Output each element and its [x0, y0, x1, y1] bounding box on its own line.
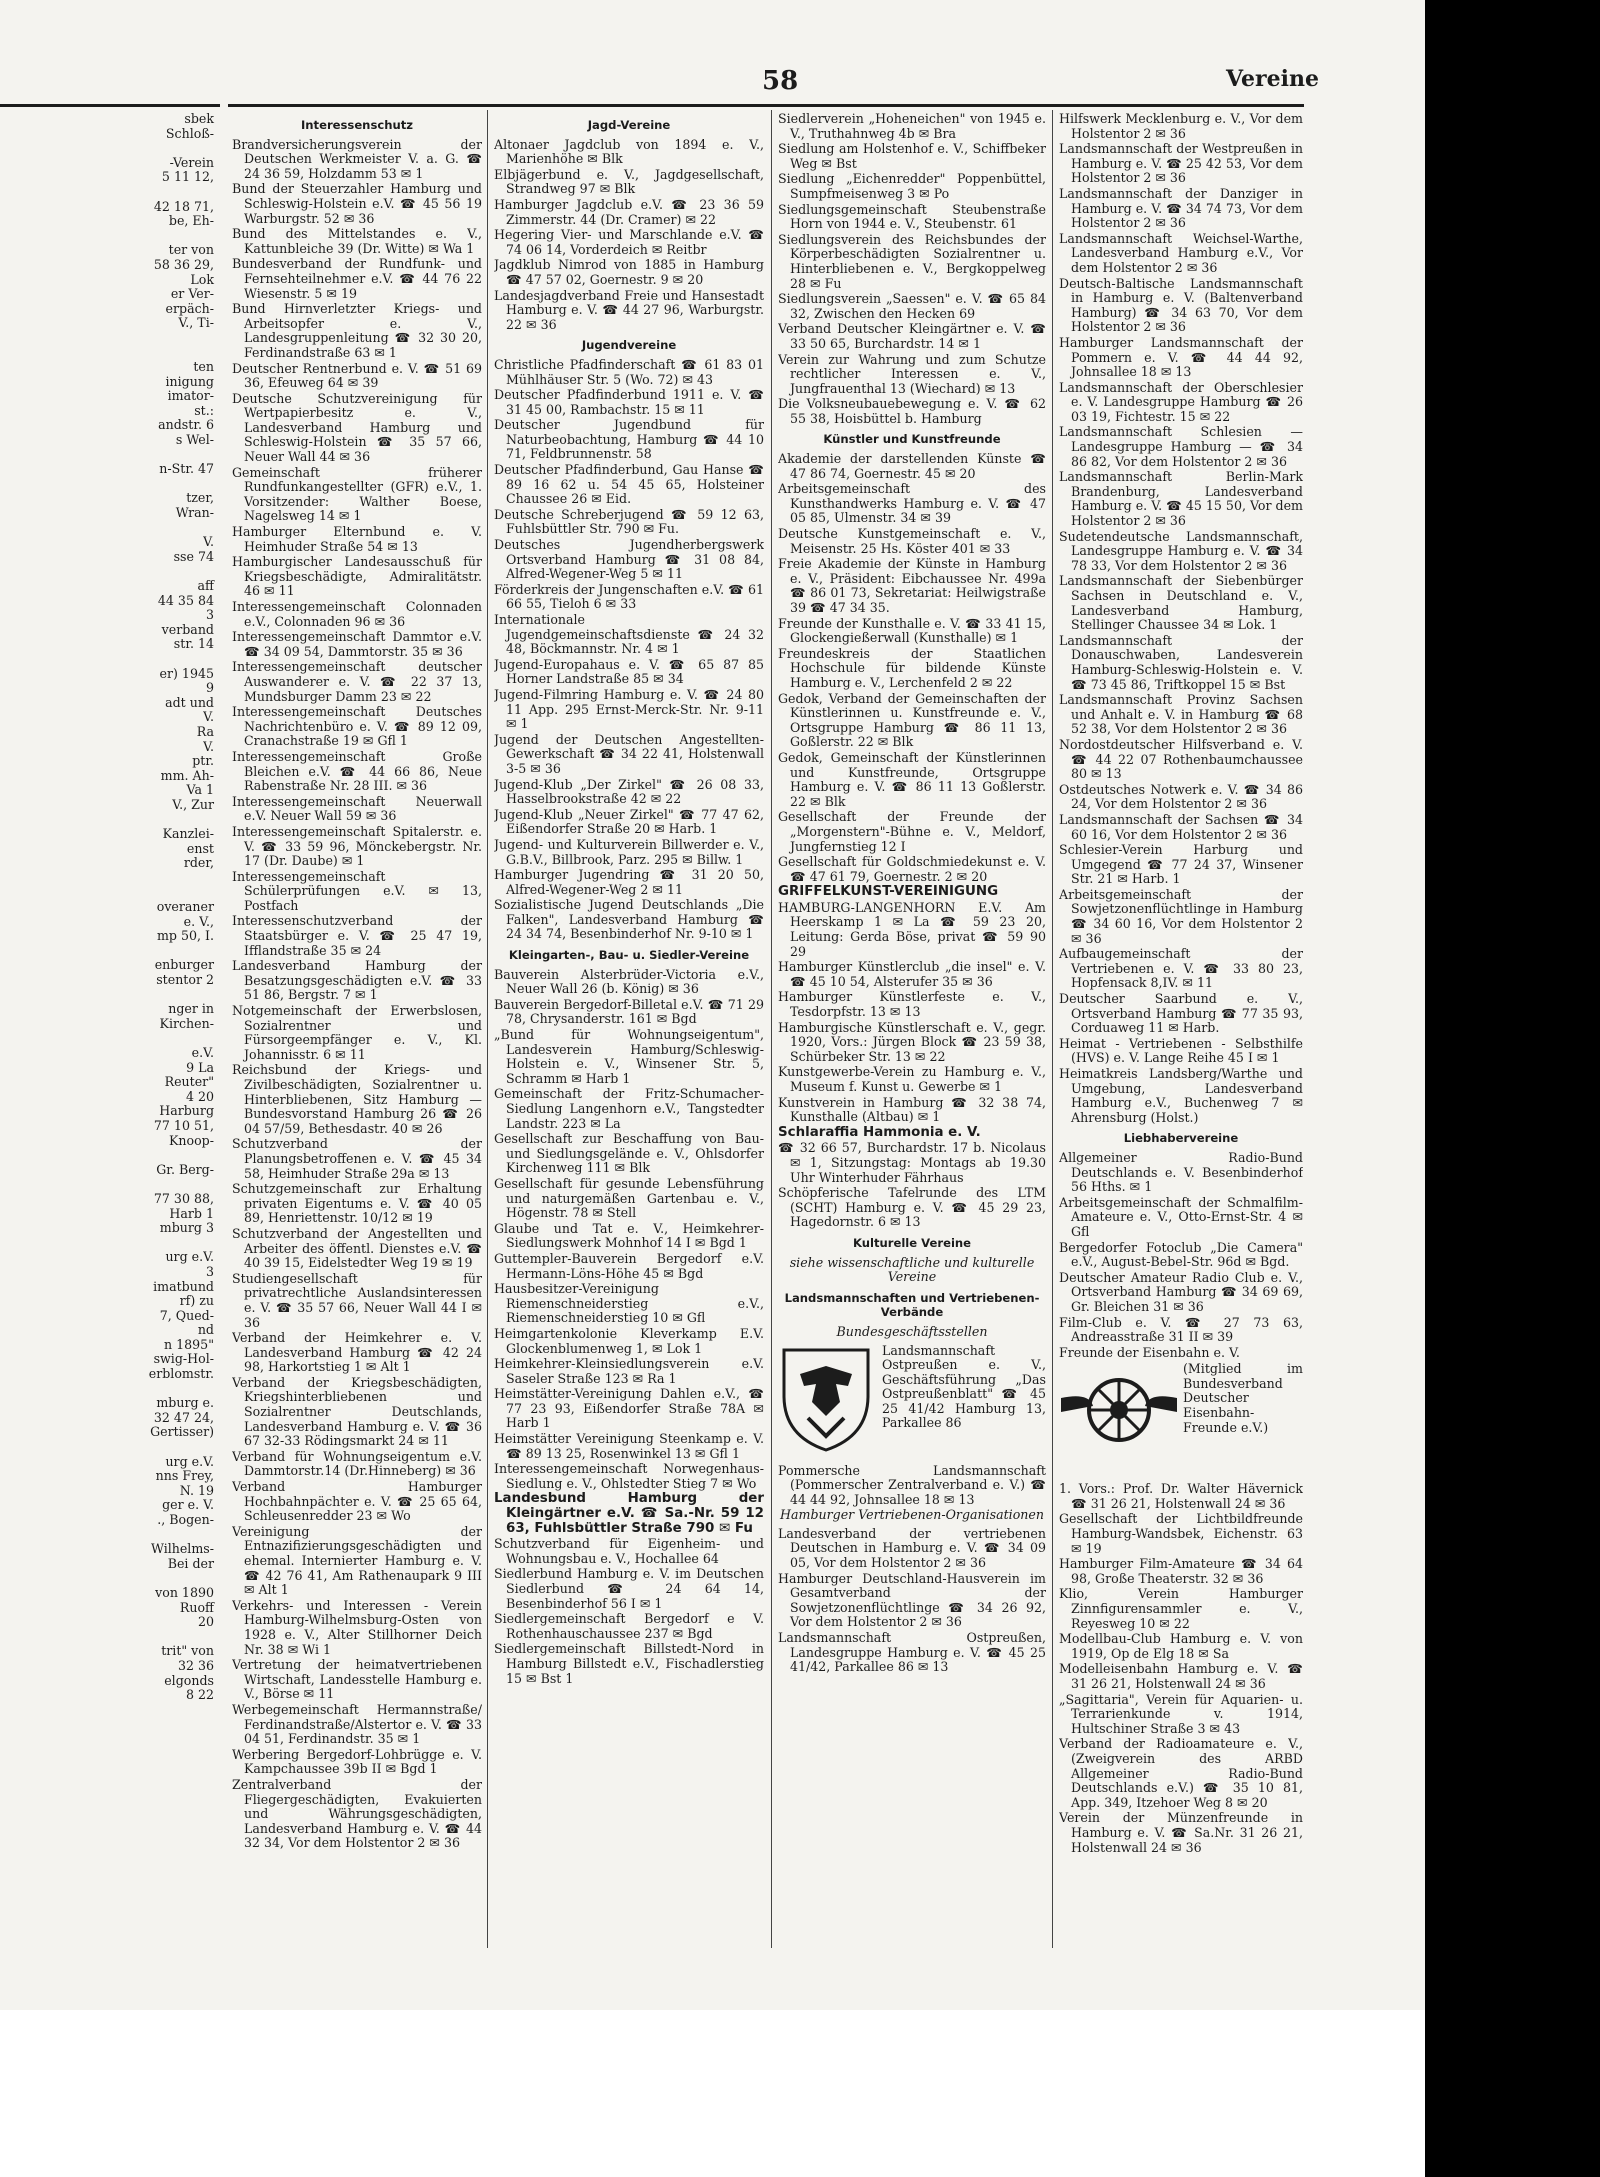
fragment-line: be, Eh-: [168, 213, 214, 229]
directory-entry: Deutsche Schreberjugend ☎ 59 12 63, Fuhlsbüttler Str. 790 ✉ Fu.: [494, 506, 764, 537]
directory-entry: Heimkehrer-Kleinsiedlungsverein e.V. Saseler Straße 123 ✉ Ra 1: [494, 1356, 764, 1386]
directory-entry: Landesverband Hamburg der Besatzungsgeschädigten e.V. ☎ 33 51 86, Bergstr. 7 ✉ 1: [232, 958, 482, 1003]
fragment-line: sse 74: [173, 548, 214, 564]
fragment-line: Bei der: [167, 1555, 214, 1571]
directory-entry: Deutsch-Baltische Landsmannschaft in Hamburg e. V. (Baltenverband Hamburg) ☎ 34 63 70, Vor dem Holstentor 2 ✉ 36: [1059, 275, 1303, 335]
fragment-line: [0, 229, 218, 244]
directory-entry: Siedlergemeinschaft Billstedt-Nord in Hamburg Billstedt e.V., Fischadlerstieg 15 ✉ Bst 1: [494, 1641, 764, 1686]
directory-entry: Landesbund Hamburg der Kleingärtner e.V. ☎ Sa.-Nr. 59 12 63, Fuhlsbüttler Straße 790 ✉ Fu: [494, 1491, 764, 1536]
directory-entry: Landesjagdverband Freie und Hansestadt Hamburg e. V. ☎ 44 27 96, Warburgstr. 22 ✉ 36: [494, 287, 764, 332]
fragment-line: inigung: [165, 373, 214, 389]
directory-entry: Hegering Vier- und Marschlande e.V. ☎ 74 06 14, Vorderdeich ✉ Reitbr: [494, 227, 764, 257]
directory-entry: Allgemeiner Radio-Bund Deutschlands e. V. Besenbinderhof 56 Hths. ✉ 1: [1059, 1149, 1303, 1195]
directory-entry: Glaube und Tat e. V., Heimkehrer-Siedlungswerk Mohnhof 14 I ✉ Bgd 1: [494, 1220, 764, 1251]
directory-entry: Verband der Kriegsbeschädigten, Kriegshinterbliebenen und Sozialrentner Deutschlands, Landesverband Hamburg e. V. ☎ 36 67 32-33 Rödingsmarkt 24 ✉ 11: [232, 1374, 482, 1449]
column-4: [1059, 112, 1303, 1982]
directory-entry: Bund des Mittelstandes e. V., Kattunbleiche 39 (Dr. Witte) ✉ Wa 1: [232, 226, 482, 256]
fragment-line: [0, 346, 218, 361]
fragment-line: nd: [197, 1322, 214, 1338]
directory-entry: Die Volksneubauebewegung e. V. ☎ 62 55 38, Hoisbüttel b. Hamburg: [778, 396, 1046, 426]
fragment-line: urg e.V.: [165, 1453, 214, 1469]
directory-entry: Schutzverband der Planungsbetroffenen e. V. ☎ 45 34 58, Heimhuder Straße 29a ✉ 13: [232, 1136, 482, 1181]
fragment-line: erblomstr.: [148, 1366, 214, 1382]
directory-entry: Landsmannschaft der Oberschlesier e. V. Landesgruppe Hamburg ☎ 26 03 19, Fichtestr. 15 ✉ 22: [1059, 379, 1303, 424]
section-heading: Liebhabervereine: [1123, 1131, 1239, 1146]
fragment-line: ten: [193, 359, 214, 375]
directory-entry: Landesverband der vertriebenen Deutschen in Hamburg e. V. ☎ 34 09 05, Vor dem Holstentor 2 ✉ 36: [778, 1525, 1046, 1571]
directory-entry: Deutscher Rentnerbund e. V. ☎ 51 69 36, Efeuweg 64 ✉ 39: [232, 360, 482, 391]
fragment-line: Kirchen-: [159, 1015, 214, 1031]
directory-entry: Verband Hamburger Hochbahnpächter e. V. ☎ 25 65 64, Schleusenredder 23 ✉ Wo: [232, 1479, 482, 1524]
fragment-line: Harb 1: [169, 1205, 214, 1221]
directory-entry: Hamburger Jagdclub e.V. ☎ 23 36 59 Zimmerstr. 44 (Dr. Cramer) ✉ 22: [494, 196, 764, 227]
fragment-line: Kanzlei-: [162, 826, 214, 842]
fragment-line: [0, 813, 218, 828]
directory-entry: Gesellschaft für Goldschmiedekunst e. V. ☎ 47 61 79, Goernestr. 2 ✉ 20: [778, 854, 1046, 884]
fragment-line: von 1890: [155, 1584, 214, 1600]
fragment-line: 7, Qued-: [159, 1307, 214, 1323]
directory-entry: Hamburgische Künstlerschaft e. V., gegr. 1920, Vors.: Jürgen Block ☎ 23 59 38, Schürbeker Str. 13 ✉ 22: [778, 1019, 1046, 1064]
directory-entry: Förderkreis der Jungenschaften e.V. ☎ 61 66 55, Tieloh 6 ✉ 33: [494, 581, 764, 612]
fragment-line: [0, 1236, 218, 1251]
directory-entry: Reichsbund der Kriegs- und Zivilbeschädigten, Sozialrentner u. Hinterbliebenen, Sitz Hamburg — Bundesvorstand Hamburg 26 ☎ 26 04 57/59, Bethesdastr. 40 ✉ 26: [232, 1062, 482, 1136]
directory-entry: Arbeitsgemeinschaft der Schmalfilm-Amateure e. V., Otto-Ernst-Str. 4 ✉ Gfl: [1059, 1194, 1303, 1239]
directory-entry: Verband Deutscher Kleingärtner e. V. ☎ 33 50 65, Burchardstr. 14 ✉ 1: [778, 321, 1046, 351]
fragment-line: erpäch-: [165, 300, 214, 316]
fragment-line: [0, 944, 218, 959]
fragment-line: ptr.: [192, 753, 214, 769]
fragment-line: n-Str. 47: [159, 461, 214, 477]
directory-entry: Heimat - Vertriebenen - Selbsthilfe (HVS) e. V. Lange Reihe 45 I ✉ 1: [1059, 1035, 1303, 1066]
fragment-line: nns Frey,: [155, 1468, 214, 1484]
directory-entry: Hamburger Jugendring ☎ 31 20 50, Alfred-Wegener-Weg 2 ✉ 11: [494, 867, 764, 897]
directory-entry: Arbeitsgemeinschaft des Kunsthandwerks Hamburg e. V. ☎ 47 05 85, Ulmenstr. 34 ✉ 39: [778, 481, 1046, 526]
directory-entry: Siedlungsgemeinschaft Steubenstraße Horn von 1944 e. V., Steubenstr. 61: [778, 201, 1046, 232]
fragment-line: V.: [203, 709, 214, 725]
directory-entry: Heimatkreis Landsberg/Warthe und Umgebung, Landesverband Hamburg e.V., Buchenweg 7 ✉ Ahrensburg (Holst.): [1059, 1066, 1303, 1125]
directory-entry: Interessengemeinschaft Norwegenhaus-Siedlung e. V., Ohlstedter Stieg 7 ✉ Wo: [494, 1461, 764, 1491]
directory-entry: Werbegemeinschaft Hermannstraße/ Ferdinandstraße/Alstertor e. V. ☎ 33 04 51, Ferdinandstr. 35 ✉ 1: [232, 1701, 482, 1747]
fragment-line: verband: [161, 621, 214, 637]
fragment-line: [0, 988, 218, 1003]
fragment-line: Lok: [190, 271, 214, 287]
directory-entry: Gesellschaft der Freunde der „Morgenstern"-Bühne e. V., Meldorf, Jungfernstieg 12 I: [778, 809, 1046, 854]
directory-entry: Bauverein Alsterbrüder-Victoria e.V., Neuer Wall 26 (b. König) ✉ 36: [494, 966, 764, 997]
directory-entry: Christliche Pfadfinderschaft ☎ 61 83 01 Mühlhäuser Str. 5 (Wo. 72) ✉ 43: [494, 356, 764, 387]
fragment-line: trit" von: [161, 1643, 214, 1659]
directory-entry: Ostdeutsches Notwerk e. V. ☎ 34 86 24, Vor dem Holstentor 2 ✉ 36: [1059, 781, 1303, 812]
fragment-line: Reuter": [164, 1074, 214, 1090]
fragment-line: mburg e.: [156, 1395, 214, 1411]
fragment-line: andstr. 6: [158, 417, 214, 433]
section-heading: Landsmannschaften und Vertriebenen-Verbände: [784, 1290, 1040, 1320]
fragment-line: [0, 871, 218, 886]
directory-entry: Hausbesitzer-Vereinigung Riemenschneiderstieg e.V., Riemenschneiderstieg 10 ✉ Gfl: [494, 1281, 764, 1326]
directory-entry: Landsmannschaft der Sachsen ☎ 34 60 16, Vor dem Holstentor 2 ✉ 36: [1059, 811, 1303, 842]
fragment-line: V.: [203, 534, 214, 550]
section-heading: Künstler und Kunstfreunde: [823, 432, 1001, 447]
directory-entry: Siedlung „Eichenredder" Poppenbüttel, Sumpfmeisenweg 3 ✉ Po: [778, 171, 1046, 201]
directory-entry: Notgemeinschaft der Erwerbslosen, Sozialrentner und Fürsorgeempfänger e. V., Kl. Johannisstr. 6 ✉ 11: [232, 1003, 482, 1062]
section-heading: Kulturelle Vereine: [852, 1235, 972, 1250]
directory-entry: Schutzverband der Angestellten und Arbeiter des öffentl. Dienstes e.V. ☎ 40 39 15, Eidelstedter Weg 19 ✉ 19: [232, 1225, 482, 1271]
directory-entry: „Sagittaria", Verein für Aquarien- u. Terrarienkunde v. 1914, Hultschiner Straße 3 ✉ 43: [1059, 1691, 1303, 1736]
fragment-line: 42 18 71,: [153, 198, 214, 214]
directory-entry: Interessengemeinschaft Deutsches Nachrichtenbüro e. V. ☎ 89 12 09, Cranachstraße 19 ✉ Gfl 1: [232, 704, 482, 749]
directory-entry: Landsmannschaft der Westpreußen in Hamburg e. V. ☎ 25 42 53, Vor dem Holstentor 2 ✉ 36: [1059, 141, 1303, 186]
fragment-line: 20: [197, 1614, 214, 1630]
directory-entry: Siedlung am Holstenhof e. V., Schiffbeker Weg ✉ Bst: [778, 141, 1046, 171]
fragment-line: 9: [205, 680, 214, 696]
directory-entry: Arbeitsgemeinschaft der Sowjetzonenflüchtlinge in Hamburg ☎ 34 60 16, Vor dem Holstentor 2 ✉ 36: [1059, 886, 1303, 946]
fragment-line: N. 19: [179, 1482, 214, 1498]
fragment-line: aff: [197, 578, 214, 593]
directory-entry: ☎ 32 66 57, Burchardstr. 17 b. Nicolaus ✉ 1, Sitzungstag: Montags ab 19.30 Uhr Winterhuder Fährhaus: [778, 1140, 1046, 1185]
directory-entry: Deutsche Schutzvereinigung für Wertpapierbesitz e. V., Landesverband Hamburg und Schleswig-Holstein ☎ 35 57 66, Neuer Wall 44 ✉ 36: [232, 390, 482, 465]
logo-entry-text: Landsmannschaft Ostpreußen e. V., Geschäftsführung „Das Ostpreußenblatt" ☎ 45 25 41/42 Hamburg 13, Parkallee 86: [882, 1342, 1046, 1431]
fragment-line: Knoop-: [168, 1132, 214, 1148]
directory-entry: Heimgartenkolonie Kleverkamp E.V. Glockenblumenweg 1, ✉ Lok 1: [494, 1325, 764, 1356]
section-heading: Kleingarten-, Bau- u. Siedler-Vereine: [508, 948, 750, 963]
fragment-line: enburger: [154, 957, 214, 973]
fragment-line: str. 14: [173, 636, 214, 652]
directory-entry: Verein der Münzenfreunde in Hamburg e. V. ☎ Sa.Nr. 31 26 21, Holstenwall 24 ✉ 36: [1059, 1810, 1303, 1855]
left-page-fragment: [0, 112, 218, 1982]
fragment-line: rf) zu: [179, 1293, 214, 1309]
directory-entry: Internationale Jugendgemeinschaftsdienste ☎ 24 32 48, Böckmannstr. Nr. 4 ✉ 1: [494, 612, 764, 657]
fragment-line: stentor 2: [156, 972, 214, 988]
fragment-line: imatbund: [153, 1278, 214, 1294]
directory-entry: Film-Club e. V. ☎ 27 73 63, Andreasstraße 31 II ✉ 39: [1059, 1314, 1303, 1345]
directory-entry: Jugend-Klub „Neuer Zirkel" ☎ 77 47 62, Eißendorfer Straße 20 ✉ Harb. 1: [494, 806, 764, 837]
logo-entry-text: (Mitglied im Bundesverband Deutscher Eisenbahn-Freunde e.V.): [1183, 1361, 1303, 1435]
directory-entry: Verein zur Wahrung und zum Schutze rechtlicher Interessen e. V., Jungfrauenthal 13 (Wiechard) ✉ 13: [778, 351, 1046, 396]
directory-entry: Interessengemeinschaft Neuerwall e.V. Neuer Wall 59 ✉ 36: [232, 793, 482, 824]
fragment-line: er Ver-: [170, 286, 214, 302]
fragment-line: imator-: [167, 388, 214, 404]
fragment-line: enst: [186, 840, 214, 856]
directory-entry: Zentralverband der Fliegergeschädigten, Evakuierten und Währungsgeschädigten, Landesverband Hamburg e. V. ☎ 44 32 34, Vor dem Holstentor 2 ✉ 36: [232, 1776, 482, 1851]
directory-entry: Bund der Steuerzahler Hamburg und Schleswig-Holstein e.V. ☎ 45 56 19 Warburgstr. 52 ✉ 36: [232, 181, 482, 226]
fragment-line: e.V.: [191, 1045, 214, 1060]
directory-entry: Werbering Bergedorf-Lohbrügge e. V. Kampchaussee 39b II ✉ Bgd 1: [232, 1746, 482, 1777]
fragment-line: urg e.V.: [165, 1249, 214, 1265]
fragment-line: [0, 885, 218, 900]
running-head: Vereine: [1226, 66, 1319, 92]
fragment-line: Gr. Berg-: [156, 1161, 214, 1177]
directory-entry: Hamburger Künstlerfeste e. V., Tesdorpfstr. 13 ✉ 13: [778, 989, 1046, 1020]
directory-entry: Hamburger Künstlerclub „die insel" e. V. ☎ 45 10 54, Alsterufer 35 ✉ 36: [778, 959, 1046, 989]
directory-entry: Landsmannschaft Ostpreußen, Landesgruppe Hamburg e. V. ☎ 45 25 41/42, Parkallee 86 ✉ 13: [778, 1630, 1046, 1675]
directory-entry: Hamburger Elternbund e. V. Heimhuder Straße 54 ✉ 13: [232, 524, 482, 554]
page-number: 58: [762, 66, 799, 96]
directory-entry: Sudetendeutsche Landsmannschaft, Landesgruppe Hamburg e. V. ☎ 34 78 33, Vor dem Holstentor 2 ✉ 36: [1059, 528, 1303, 573]
fragment-line: [0, 1571, 218, 1586]
directory-entry: Landsmannschaft der Danziger in Hamburg e. V. ☎ 34 74 73, Vor dem Holstentor 2 ✉ 36: [1059, 185, 1303, 231]
fragment-line: sbek: [184, 112, 214, 126]
directory-entry: 1. Vors.: Prof. Dr. Walter Hävernick ☎ 31 26 21, Holstenwall 24 ✉ 36: [1059, 1481, 1303, 1511]
fragment-line: [0, 477, 218, 492]
directory-entry: Deutscher Pfadfinderbund, Gau Hanse ☎ 89 16 62 u. 54 45 65, Holsteiner Chaussee 26 ✉ Eid.: [494, 462, 764, 507]
directory-entry: Pommersche Landsmannschaft (Pommerscher Zentralverband e. V.) ☎ 44 44 92, Johnsallee 18 ✉ 13: [778, 1462, 1046, 1507]
directory-entry: Vertretung der heimatvertriebenen Wirtschaft, Landesstelle Hamburg e. V., Börse ✉ 11: [232, 1657, 482, 1702]
fragment-line: 3: [205, 607, 214, 623]
directory-entry: Akademie der darstellenden Künste ☎ 47 86 74, Goernestr. 45 ✉ 20: [778, 451, 1046, 481]
directory-entry: Deutscher Amateur Radio Club e. V., Ortsverband Hamburg ☎ 34 69 69, Gr. Bleichen 31 ✉ 36: [1059, 1269, 1303, 1314]
fragment-line: nger in: [168, 1001, 214, 1017]
fragment-line: 9 La: [186, 1059, 214, 1075]
directory-entry: Jugend-Europahaus e. V. ☎ 65 87 85 Horner Landstraße 85 ✉ 34: [494, 656, 764, 687]
fragment-line: 44 35 84: [157, 592, 214, 608]
column-divider: [487, 110, 488, 1948]
directory-entry: Gedok, Verband der Gemeinschaften der Künstlerinnen u. Kunstfreunde e. V., Ortsgruppe Hamburg ☎ 86 11 13, Goßlerstr. 22 ✉ Blk: [778, 690, 1046, 750]
left-page-rule: [0, 104, 220, 107]
directory-entry: Jugend der Deutschen Angestellten-Gewerkschaft ☎ 34 22 41, Holstenwall 3-5 ✉ 36: [494, 731, 764, 776]
fragment-line: mburg 3: [159, 1220, 214, 1236]
directory-entry: Landsmannschaft Provinz Sachsen und Anhalt e. V. in Hamburg ☎ 68 52 38, Vor dem Holstentor 2 ✉ 36: [1059, 692, 1303, 737]
fragment-line: er) 1945: [159, 665, 214, 681]
directory-entry: Freundeskreis der Staatlichen Hochschule für bildende Künste Hamburg e. V., Lerchenfeld 2 ✉ 22: [778, 645, 1046, 690]
directory-entry: Nordostdeutscher Hilfsverband e. V. ☎ 44 22 07 Rothenbaumchaussee 80 ✉ 13: [1059, 736, 1303, 782]
directory-entry: Interessengemeinschaft Colonnaden e.V., Colonnaden 96 ✉ 36: [232, 599, 482, 629]
fragment-line: [0, 564, 218, 579]
fragment-line: [0, 652, 218, 667]
fragment-line: overaner: [156, 899, 214, 915]
directory-entry: Jugend-Filmring Hamburg e. V. ☎ 24 80 11 App. 295 Ernst-Merck-Str. Nr. 9-11 ✉ 1: [494, 686, 764, 732]
directory-entry: Modelleisenbahn Hamburg e. V. ☎ 31 26 21, Holstenwall 24 ✉ 36: [1059, 1661, 1303, 1691]
directory-entry: Landsmannschaft der Siebenbürger Sachsen in Deutschland e. V., Landesverband Hamburg, Stellinger Chaussee 34 ✉ Lok. 1: [1059, 573, 1303, 633]
section-note: Bundesgeschäftsstellen: [836, 1323, 988, 1339]
column-2: [494, 112, 764, 1982]
directory-entry: Hamburger Deutschland-Hausverein im Gesamtverband der Sowjetzonenflüchtlinge ☎ 34 26 92, Vor dem Holstentor 2 ✉ 36: [778, 1570, 1046, 1630]
fragment-line: swig-Hol-: [153, 1351, 214, 1367]
fragment-line: Wran-: [175, 505, 214, 521]
directory-entry: Schutzverband für Eigenheim- und Wohnungsbau e. V., Hochallee 64: [494, 1536, 764, 1566]
column-3: [778, 112, 1046, 1982]
fragment-line: [0, 141, 218, 156]
fragment-line: st.:: [194, 402, 214, 418]
directory-entry: Freie Akademie der Künste in Hamburg e. V., Präsident: Eibchaussee Nr. 499a ☎ 86 01 73, Sekretariat: Heilwigstraße 39 ☎ 47 34 35.: [778, 556, 1046, 615]
directory-entry: Heimstätter Vereinigung Steenkamp e. V. ☎ 89 13 25, Rosenwinkel 13 ✉ Gfl 1: [494, 1431, 764, 1461]
directory-entry: Schlaraffia Hammonia e. V.: [778, 1124, 981, 1140]
directory-entry: Verband der Radioamateure e. V., (Zweigverein des ARBD Allgemeiner Radio-Bund Deutschlands e.V.) ☎ 35 10 81, App. 349, Itzehoer Weg 8 ✉ 20: [1059, 1736, 1303, 1810]
directory-entry: Hamburgischer Landesausschuß für Kriegsbeschädigte, Admiralitätstr. 46 ✉ 11: [232, 554, 482, 599]
fragment-line: tzer,: [186, 490, 214, 506]
directory-entry: Hamburger Film-Amateure ☎ 34 64 98, Große Theaterstr. 32 ✉ 36: [1059, 1556, 1303, 1586]
directory-entry: Jugend-Klub „Der Zirkel" ☎ 26 08 33, Hasselbrookstraße 42 ✉ 22: [494, 776, 764, 807]
directory-entry: GRIFFELKUNST-VEREINIGUNG: [778, 884, 999, 900]
fragment-line: mp 50, I.: [156, 928, 214, 944]
fragment-line: adt und: [165, 694, 214, 710]
directory-entry: Siedlungsverein des Reichsbundes der Körperbeschädigten Sozialrentner u. Hinterbliebenen e. V., Bergkoppelweg 28 ✉ Fu: [778, 231, 1046, 291]
fragment-line: V., Ti-: [178, 315, 214, 331]
fragment-line: Schloß-: [165, 125, 214, 141]
fragment-line: Gertisser): [150, 1424, 214, 1440]
fragment-line: [0, 1148, 218, 1163]
fragment-line: V.: [203, 738, 214, 754]
fragment-line: Harburg: [159, 1103, 214, 1119]
directory-entry: Kunstverein in Hamburg ☎ 32 38 74, Kunsthalle (Altbau) ✉ 1: [778, 1094, 1046, 1125]
directory-entry: Modellbau-Club Hamburg e. V. von 1919, Op de Elg 18 ✉ Sa: [1059, 1631, 1303, 1661]
directory-entry: Gemeinschaft der Fritz-Schumacher-Siedlung Langenhorn e.V., Tangstedter Landstr. 223 ✉ La: [494, 1086, 764, 1131]
directory-entry: Sozialistische Jugend Deutschlands „Die Falken", Landesverband Hamburg ☎ 24 34 74, Besenbinderhof Nr. 9-10 ✉ 1: [494, 897, 764, 942]
directory-entry: Deutsches Jugendherbergswerk Ortsverband Hamburg ☎ 31 08 84, Alfred-Wegener-Weg 5 ✉ 11: [494, 537, 764, 582]
directory-entry: Deutscher Pfadfinderbund 1911 e. V. ☎ 31 45 00, Rambachstr. 15 ✉ 11: [494, 387, 764, 417]
directory-entry: Kunstgewerbe-Verein zu Hamburg e. V., Museum f. Kunst u. Gewerbe ✉ 1: [778, 1064, 1046, 1094]
directory-entry: Schutzgemeinschaft zur Erhaltung privaten Eigentums e. V. ☎ 40 05 89, Henriettenstr. 10/12 ✉ 19: [232, 1181, 482, 1226]
directory-entry: Deutsche Kunstgemeinschaft e. V., Meisenstr. 25 Hs. Köster 401 ✉ 33: [778, 526, 1046, 556]
fragment-line: V., Zur: [172, 796, 214, 812]
section-note: siehe wissenschaftliche und kulturelle Vereine: [789, 1254, 1035, 1285]
fragment-line: -Verein: [169, 154, 214, 170]
directory-entry: Guttempler-Bauverein Bergedorf e.V. Hermann-Löns-Höhe 45 ✉ Bgd: [494, 1250, 764, 1281]
fragment-line: 32 47 24,: [153, 1409, 214, 1425]
directory-entry: Gesellschaft für gesunde Lebensführung und naturgemäßen Gartenbau e. V., Högenstr. 78 ✉ Stell: [494, 1175, 764, 1221]
scan-border-bottom: [0, 2010, 1425, 2177]
fragment-line: [0, 1528, 218, 1543]
section-heading: Jugendvereine: [581, 338, 677, 353]
directory-entry: Landsmannschaft Berlin-Mark Brandenburg, Landesverband Hamburg e. V. ☎ 45 15 50, Vor dem Holstentor 2 ✉ 36: [1059, 469, 1303, 529]
fragment-line: [0, 448, 218, 463]
directory-entry: HAMBURG-LANGENHORN E.V. Am Heerskamp 1 ✉ La ☎ 59 23 20, Leitung: Gerda Böse, privat ☎ 59 90 29: [778, 899, 1046, 959]
directory-entry: Studiengesellschaft für privatrechtliche Auslandsinteressen e. V. ☎ 35 57 66, Neuer Wall 44 I ✉ 36: [232, 1270, 482, 1330]
fragment-line: Wilhelms-: [150, 1541, 214, 1557]
directory-entry: Freunde der Eisenbahn e. V.: [1059, 1344, 1240, 1360]
directory-entry: Schlesier-Verein Harburg und Umgegend ☎ 77 24 37, Winsener Str. 21 ✉ Harb. 1: [1059, 842, 1303, 887]
directory-entry: Landsmannschaft der Donauschwaben, Landesverein Hamburg-Schleswig-Holstein e. V. ☎ 73 45 86, Triftkoppel 15 ✉ Bst: [1059, 632, 1303, 692]
fragment-line: [0, 1440, 218, 1455]
directory-entry: Hamburger Landsmannschaft der Pommern e. V. ☎ 44 44 92, Johnsallee 18 ✉ 13: [1059, 334, 1303, 380]
directory-entry: Bauverein Bergedorf-Billetal e.V. ☎ 71 29 78, Chrysanderstr. 161 ✉ Bgd: [494, 996, 764, 1027]
fragment-line: mm. Ah-: [160, 767, 214, 783]
fragment-line: [0, 1630, 218, 1645]
fragment-line: 32 36: [177, 1657, 214, 1673]
fragment-line: s Wel-: [175, 432, 214, 448]
directory-entry: Aufbaugemeinschaft der Vertriebenen e. V. ☎ 33 80 23, Hopfensack 8,IV. ✉ 11: [1059, 946, 1303, 991]
logo-entry: [778, 1344, 1046, 1462]
directory-entry: Jagdklub Nimrod von 1885 in Hamburg ☎ 47 57 02, Goernestr. 9 ✉ 20: [494, 257, 764, 287]
directory-entry: Altonaer Jagdclub von 1894 e. V., Marienhöhe ✉ Blk: [494, 136, 764, 167]
directory-entry: Interessengemeinschaft Schülerprüfungen e.V. ✉ 13, Postfach: [232, 868, 482, 913]
directory-entry: Freunde der Kunsthalle e. V. ☎ 33 41 15, Glockengießerwall (Kunsthalle) ✉ 1: [778, 615, 1046, 646]
directory-entry: Brandversicherungsverein der Deutschen Werkmeister V. a. G. ☎ 24 36 59, Holzdamm 53 ✉ 1: [232, 136, 482, 181]
fragment-line: 5 11 12,: [161, 169, 214, 185]
directory-entry: Deutscher Saarbund e. V., Ortsverband Hamburg ☎ 77 35 93, Corduaweg 11 ✉ Harb.: [1059, 991, 1303, 1036]
directory-entry: Verband für Wohnungseigentum e.V. Dammtorstr.14 (Dr.Hinneberg) ✉ 36: [232, 1448, 482, 1479]
directory-entry: Hilfswerk Mecklenburg e. V., Vor dem Holstentor 2 ✉ 36: [1059, 112, 1303, 141]
directory-entry: Bund Hirnverletzter Kriegs- und Arbeitsopfer e. V., Landesgruppenleitung ☎ 32 30 20, Ferdinandstraße 63 ✉ 1: [232, 301, 482, 360]
fragment-line: 8 22: [185, 1687, 214, 1703]
fragment-line: Ra: [196, 723, 214, 739]
fragment-line: Va 1: [186, 782, 214, 798]
section-heading: Jagd-Vereine: [587, 118, 671, 132]
fragment-line: [0, 1382, 218, 1397]
logo-entry: [1059, 1362, 1303, 1480]
directory-entry: Gemeinschaft früherer Rundfunkangestellter (GFR) e.V., 1. Vorsitzender: Walther Boese, Nagelsweg 14 ✉ 1: [232, 464, 482, 524]
directory-entry: Gedok, Gemeinschaft der Künstlerinnen und Kunstfreunde, Ortsgruppe Hamburg e. V. ☎ 86 11 13 Goßlerstr. 22 ✉ Blk: [778, 749, 1046, 809]
directory-entry: Siedlungsverein „Saessen" e. V. ☎ 65 84 32, Zwischen den Hecken 69: [778, 291, 1046, 321]
fragment-line: 3: [205, 1263, 214, 1279]
fragment-line: ger e. V.: [162, 1497, 214, 1513]
section-heading: Interessenschutz: [300, 118, 414, 132]
fragment-line: [0, 1177, 218, 1192]
directory-entry: Interessengemeinschaft Spitalerstr. e. V. ☎ 33 59 96, Mönckebergstr. Nr. 17 (Dr. Daube) ✉ 1: [232, 823, 482, 869]
fragment-line: [0, 1031, 218, 1046]
directory-entry: Interessengemeinschaft deutscher Auswanderer e. V. ☎ 22 37 13, Mundsburger Damm 23 ✉ 22: [232, 659, 482, 704]
fragment-line: 77 30 88,: [153, 1190, 214, 1206]
directory-entry: Heimstätter-Vereinigung Dahlen e.V., ☎ 77 23 93, Eißendorfer Straße 78A ✉ Harb 1: [494, 1386, 764, 1431]
directory-entry: Vereinigung der Entnazifizierungsgeschädigten und ehemal. Internierter Hamburg e. V. ☎ 42 76 41, Am Rathenaupark 9 III ✉ Alt 1: [232, 1523, 482, 1598]
directory-entry: Interessengemeinschaft Große Bleichen e.V. ☎ 44 66 86, Neue Rabenstraße Nr. 28 III. ✉ 36: [232, 748, 482, 794]
directory-entry: Elbjägerbund e. V., Jagdgesellschaft, Strandweg 97 ✉ Blk: [494, 166, 764, 197]
fragment-line: [0, 185, 218, 200]
column-1: [232, 112, 482, 1982]
scan-border-right: [1425, 0, 1600, 2177]
directory-entry: Gesellschaft der Lichtbildfreunde Hamburg-Wandsbek, Eichenstr. 63 ✉ 19: [1059, 1511, 1303, 1556]
directory-entry: Landsmannschaft Schlesien — Landesgruppe Hamburg — ☎ 34 86 82, Vor dem Holstentor 2 ✉ 36: [1059, 424, 1303, 469]
directory-entry: Bergedorfer Fotoclub „Die Camera" e.V., August-Bebel-Str. 96d ✉ Bgd.: [1059, 1239, 1303, 1270]
directory-entry: Gesellschaft zur Beschaffung von Bau- und Siedlungsgelände e. V., Ohlsdorfer Kirchenweg 111 ✉ Blk: [494, 1131, 764, 1176]
directory-entry: Siedlerverein „Hoheneichen" von 1945 e. V., Truthahnweg 4b ✉ Bra: [778, 112, 1046, 141]
fragment-line: ter von: [168, 242, 214, 258]
directory-entry: Jugend- und Kulturverein Billwerder e. V., G.B.V., Billbrook, Parz. 295 ✉ Billw. 1: [494, 836, 764, 867]
fragment-line: rder,: [183, 855, 214, 871]
fragment-line: n 1895": [164, 1336, 214, 1352]
directory-entry: Siedlerbund Hamburg e. V. im Deutschen Siedlerbund ☎ 24 64 14, Besenbinderhof 56 I ✉ 1: [494, 1566, 764, 1611]
fragment-line: 77 10 51,: [153, 1117, 214, 1133]
fragment-line: elgonds: [164, 1672, 214, 1688]
column-divider: [1052, 110, 1053, 1948]
fragment-line: [0, 521, 218, 536]
directory-entry: Siedlergemeinschaft Bergedorf e V. Rothenhauschaussee 237 ✉ Bgd: [494, 1611, 764, 1641]
directory-entry: Deutscher Jugendbund für Naturbeobachtung, Hamburg ☎ 44 10 71, Feldbrunnenstr. 58: [494, 417, 764, 462]
header-rule: [228, 104, 1304, 107]
fragment-line: [0, 331, 218, 346]
fragment-line: 4 20: [185, 1088, 214, 1104]
directory-entry: „Bund für Wohnungseigentum", Landesverein Hamburg/Schleswig-Holstein e. V., Winsener Str. 5, Schramm ✉ Harb 1: [494, 1027, 764, 1086]
directory-entry: Verband der Heimkehrer e. V. Landesverband Hamburg ☎ 42 24 98, Harkortstieg 1 ✉ Alt 1: [232, 1330, 482, 1375]
fragment-line: ., Bogen-: [157, 1512, 214, 1527]
column-divider: [771, 110, 772, 1948]
directory-entry: Schöpferische Tafelrunde des LTM (SCHT) Hamburg e. V. ☎ 45 29 23, Hagedornstr. 6 ✉ 13: [778, 1185, 1046, 1230]
fragment-line: Ruoff: [179, 1599, 214, 1615]
fragment-line: 58 36 29,: [153, 256, 214, 272]
directory-entry: Interessenschutzverband der Staatsbürger e. V. ☎ 25 47 19, Ifflandstraße 35 ✉ 24: [232, 913, 482, 958]
directory-entry: Interessengemeinschaft Dammtor e.V. ☎ 34 09 54, Dammtorstr. 35 ✉ 36: [232, 629, 482, 659]
directory-entry: Klio, Verein Hamburger Zinnfigurensammler e. V., Reyesweg 10 ✉ 22: [1059, 1586, 1303, 1631]
directory-entry: Bundesverband der Rundfunk- und Fernsehteilnehmer e.V. ☎ 44 76 22 Wiesenstr. 5 ✉ 19: [232, 256, 482, 301]
fragment-line: e. V.,: [183, 913, 214, 929]
directory-entry: Landsmannschaft Weichsel-Warthe, Landesverband Hamburg e.V., Vor dem Holstentor 2 ✉ 36: [1059, 230, 1303, 275]
directory-entry: Verkehrs- und Interessen - Verein Hamburg-Wilhelmsburg-Osten von 1928 e. V., Alter Stillhorner Deich Nr. 38 ✉ Wi 1: [232, 1597, 482, 1657]
section-note: Hamburger Vertriebenen-Organisationen: [780, 1507, 1044, 1523]
